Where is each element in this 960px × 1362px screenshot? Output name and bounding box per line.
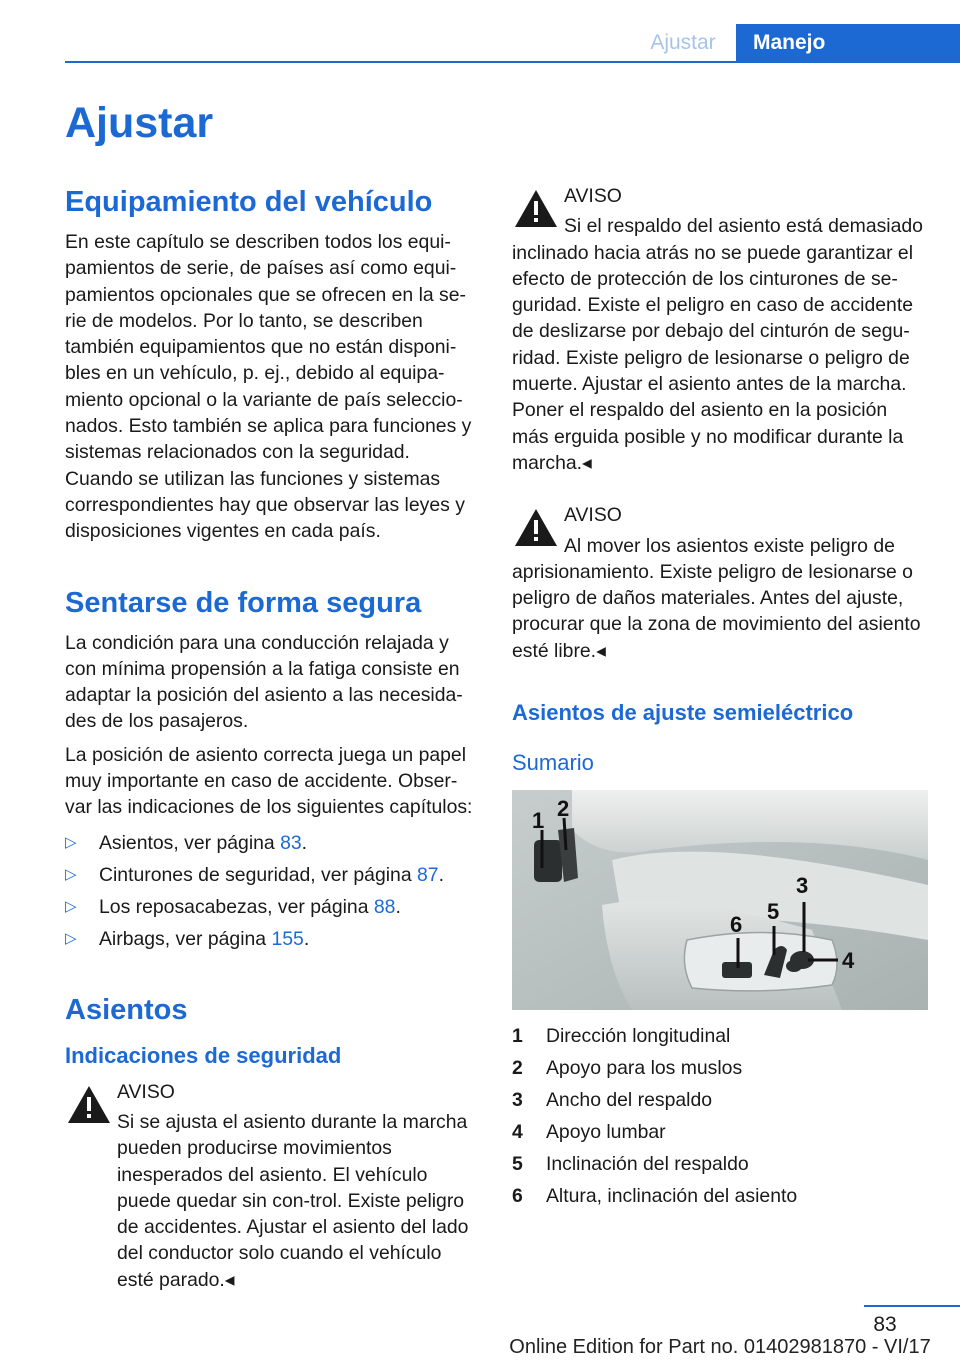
page-link[interactable]: 88 — [373, 895, 396, 918]
warning-triangle-icon — [512, 186, 560, 230]
heading-indicaciones: Indicaciones de seguridad — [65, 1042, 342, 1068]
callout-1: 1 — [532, 808, 545, 834]
right-column — [512, 183, 928, 1212]
paragraph-sentarse-2: La posición de asiento correcta juega un papel muy importante en caso de accidente. Obser-var las indicaciones de los siguientes capítulos: — [65, 743, 473, 819]
footer-rule — [864, 1305, 960, 1307]
page-link[interactable]: 87 — [417, 863, 439, 886]
callout-6: 6 — [730, 912, 743, 938]
warning-triangle-icon — [65, 1082, 113, 1126]
page-link[interactable]: 155 — [271, 927, 304, 950]
legend-item: 2 Apoyo para los muslos — [512, 1057, 743, 1080]
heading-asientos: Asientos — [65, 993, 188, 1026]
warning-label: AVISO — [564, 504, 622, 527]
edition-footer: Online Edition for Part no. 01402981870 - VI/17 — [509, 1336, 931, 1358]
list-item: ▷ Cinturones de seguridad, ver página 87. — [65, 859, 481, 891]
warning-block — [512, 183, 928, 476]
list-item: ▷ Asientos, ver página 83. — [65, 827, 481, 859]
left-column — [65, 180, 481, 1293]
list-item: ▷ Airbags, ver página 155. — [65, 923, 481, 955]
page-number: 83 — [873, 1313, 897, 1336]
page-link[interactable]: 83 — [280, 831, 302, 854]
legend-item: 1 Dirección longitudinal — [512, 1025, 731, 1048]
warning-triangle-icon — [512, 505, 560, 549]
legend-list — [512, 1020, 928, 1212]
bullet-triangle-icon: ▷ — [65, 897, 77, 915]
paragraph-equipamiento: En este capítulo se describen todos los equi-pamientos de serie, de países así como equi-pamientos opcionales que se ofrecen en la se-rie de modelos. Por lo tanto, se describen también equipamientos que no están disponi-bles en un vehículo, p. ej., debido al equipa-miento opcional o la variante de país seleccio-nados. Esto también se aplica para funciones y sistemas relacionados con la seguridad. Cuando se utilizan las funciones y sistemas correspondientes hay que observar las leyes y disposiciones vigentes en cada país. — [65, 231, 472, 543]
seat-controls-image — [512, 790, 928, 1010]
warning-label: AVISO — [117, 1080, 175, 1103]
heading-equipamiento: Equipamiento del vehículo — [65, 186, 433, 218]
paragraph-sentarse-1: La condición para una conducción relajada y con mínima propensión a la fatiga consiste en adaptar la posición del asiento a las necesida-des de los pasajeros. — [65, 631, 463, 733]
heading-sumario: Sumario — [512, 750, 594, 776]
legend-item: 3 Ancho del respaldo — [512, 1089, 713, 1112]
list-item: ▷ Los reposacabezas, ver página 88. — [65, 891, 481, 923]
heading-sentarse: Sentarse de forma segura — [65, 586, 422, 619]
header-tab-manejo[interactable]: Manejo — [736, 24, 960, 61]
callout-2: 2 — [557, 796, 570, 822]
warning-block — [512, 502, 928, 664]
warning-block — [65, 1079, 481, 1293]
bullet-triangle-icon: ▷ — [65, 833, 77, 851]
bullet-triangle-icon: ▷ — [65, 865, 77, 883]
bullet-triangle-icon: ▷ — [65, 929, 77, 947]
legend-item: 6 Altura, inclinación del asiento — [512, 1185, 798, 1208]
warning-text: Al mover los asientos existe peligro de aprisionamiento. Existe peligro de lesionarse o peligro de daños materiales. Antes del ajuste, procurar que la zona de movimiento del asiento esté libre.◂ — [512, 534, 921, 662]
legend-item: 4 Apoyo lumbar — [512, 1121, 666, 1144]
heading-asientos-semielectrico: Asientos de ajuste semieléctrico — [512, 700, 854, 726]
callout-3: 3 — [796, 873, 809, 899]
header-rule — [65, 61, 960, 63]
warning-text: Si el respaldo del asiento está demasiado inclinado hacia atrás no se puede garantizar el efecto de protección de los cinturones de se-guridad. Existe el peligro en caso de accidente de deslizarse por debajo del cinturón de segu-ridad. Existe peligro de lesionarse o peligro de muerte. Ajustar el asiento antes de la marcha. Poner el respaldo del asiento en la posición más erguida posible y no modificar durante la marcha.◂ — [512, 215, 923, 474]
reference-list — [65, 827, 481, 955]
header-tab-ajustar[interactable]: Ajustar — [650, 31, 716, 54]
callout-5: 5 — [767, 899, 780, 925]
warning-text: Si se ajusta el asiento durante la marcha pueden producirse movimientos inesperados del asiento. El vehículo puede quedar sin con-trol. Existe peligro de accidentes. Ajustar el asiento del lado del conductor solo cuando el vehículo esté parado.◂ — [117, 1110, 469, 1291]
legend-item: 5 Inclinación del respaldo — [512, 1153, 749, 1176]
warning-label: AVISO — [564, 185, 622, 207]
page-title: Ajustar — [65, 99, 214, 147]
callout-4: 4 — [842, 948, 855, 974]
